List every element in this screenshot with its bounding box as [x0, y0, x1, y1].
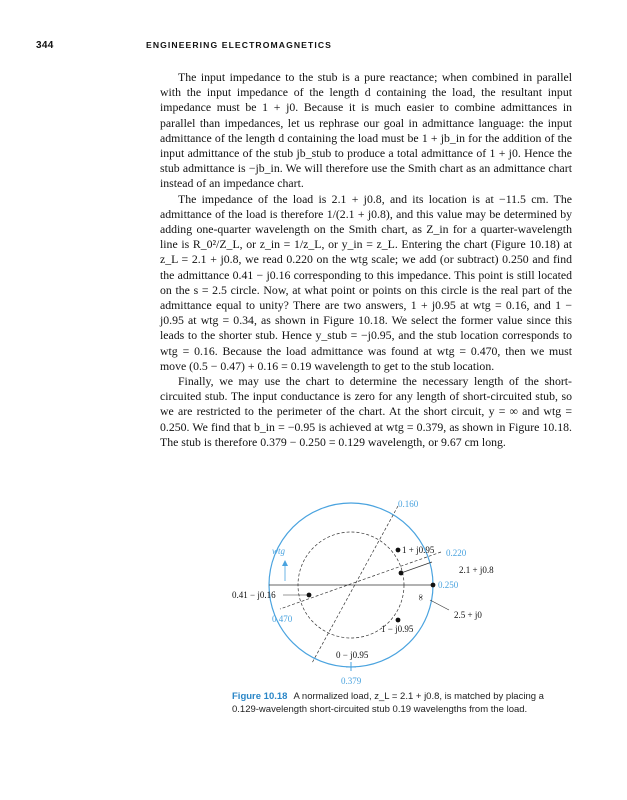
label-0250: 0.250 [438, 580, 459, 590]
label-0-minus-j095: 0 − j0.95 [336, 650, 369, 660]
radial-line-0160 [312, 506, 398, 663]
point-admittance [307, 593, 312, 598]
point-load [399, 571, 404, 576]
leader-load [401, 562, 432, 573]
label-1-minus-j095: 1 − j0.95 [381, 624, 414, 634]
label-infinity: ∞ [416, 594, 426, 601]
point-1-plus-j095 [396, 548, 401, 553]
page-number: 344 [36, 40, 54, 51]
point-0250 [431, 583, 436, 588]
paragraph: The impedance of the load is 2.1 + j0.8, and its location is at −11.5 cm. The admittance of the load is therefore 1/(2.1 + j0.8), and this value may be determined by adding one-quarter wavelength on the Smith chart, as Z_in for a quarter-wavelength line is R_0²/Z_L, or z_in = 1/z_L, or y_in = z_L. Entering the chart (Figure 10.18) at z_L = 2.1 + j0.8, we read 0.220 on the wtg scale; we add (or subtract) 0.250 and find the admittance 0.41 − j0.16 corresponding to this impedance. This point is still located on the s = 2.5 circle. Now, at what point or points on this circle is the real part of the admittance equal to unity? There are two answers, 1 + j0.95 at wtg = 0.16, and 1 − j0.95 at wtg = 0.34, as shown in Figure 10.18. We select the former value since this leads to the shorter stub. Hence y_stub = −j0.95, and the stub location corresponds to wtg = 0.16. Because the load admittance was found at wtg = 0.470, then we must move (0.5 − 0.47) + 0.16 = 0.19 wavelength to get to the stub location. [160, 191, 572, 373]
label-1-plus-j095: 1 + j0.95 [402, 545, 435, 555]
label-wtg: wtg [272, 546, 286, 556]
running-title: ENGINEERING ELECTROMAGNETICS [146, 40, 332, 50]
body-text [160, 70, 572, 450]
figure-caption [232, 690, 572, 716]
label-real-axis-end: 2.5 + j0 [454, 610, 482, 620]
caption-text: A normalized load, z_L = 2.1 + j0.8, is matched by placing a 0.129-wavelength short-circuited stub 0.19 wavelengths from the load. [232, 691, 544, 715]
label-load: 2.1 + j0.8 [459, 565, 494, 575]
label-0470: 0.470 [272, 614, 293, 624]
paragraph: The input impedance to the stub is a pure reactance; when combined in parallel with the input impedance of the length d containing the load, the resultant input impedance must be 1 + j0. Because it is much easier to combine admittances in parallel than impedances, let us rephrase our goal in admittance language: the input admittance of the length d containing the load must be 1 + jb_in for the addition of the input admittance of the stub jb_stub to produce a total admittance of 1 + j0. Hence the stub admittance is −jb_in. We will therefore use the Smith chart as an admittance chart instead of an impedance chart. [160, 70, 572, 191]
smith-chart-figure [0, 490, 627, 690]
label-0379: 0.379 [341, 676, 362, 686]
label-admittance: 0.41 − j0.16 [232, 590, 276, 600]
figure-label: Figure 10.18 [232, 691, 288, 702]
paragraph: Finally, we may use the chart to determine the necessary length of the short-circuited stub. The input conductance is zero for any length of short-circuited stub, so we are restricted to the perimeter of the chart. At the short circuit, y = ∞ and wtg = 0.250. We find that b_in = −0.95 is achieved at wtg = 0.379, as shown in Figure 10.18. The stub is therefore 0.379 − 0.250 = 0.129 wavelength, or 9.67 cm long. [160, 374, 572, 449]
running-header [0, 40, 627, 54]
label-0160: 0.160 [398, 499, 419, 509]
label-0220: 0.220 [446, 548, 467, 558]
point-1-minus-j095 [396, 618, 401, 623]
